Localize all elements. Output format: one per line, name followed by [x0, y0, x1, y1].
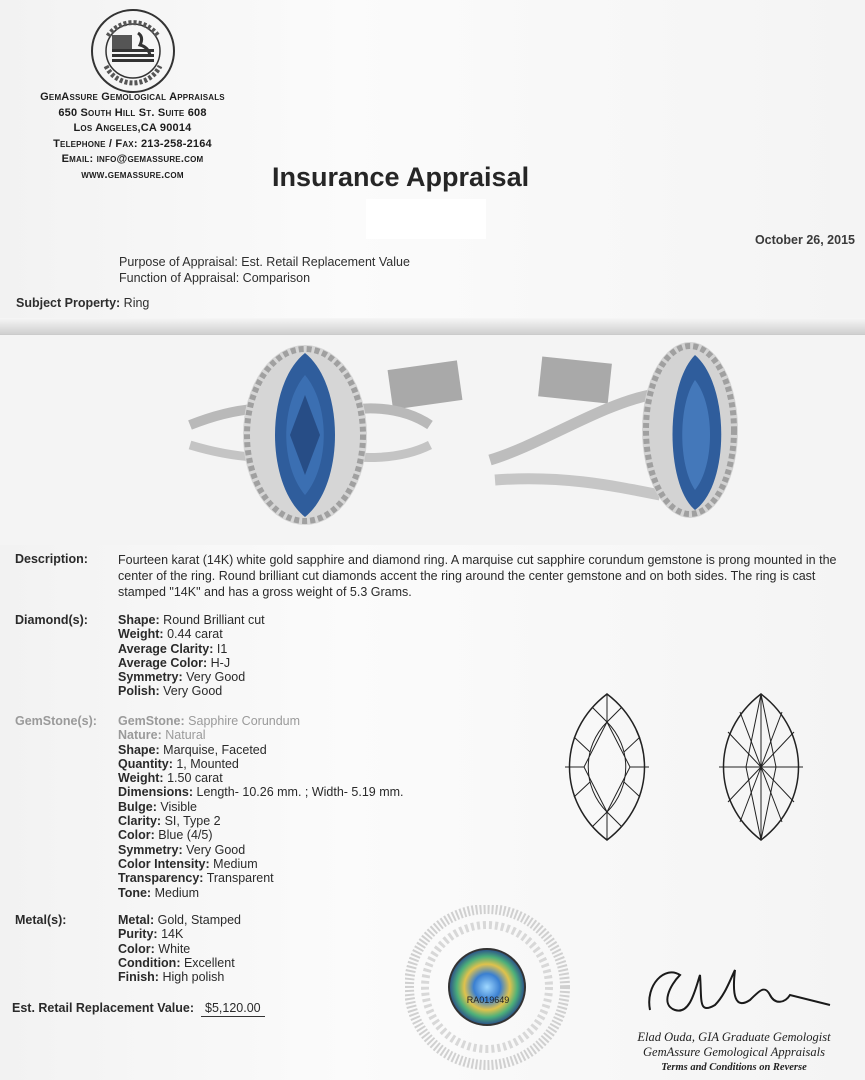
property-row: Dimensions: Length- 10.26 mm. ; Width- 5.19 mm. [118, 785, 404, 800]
property-row: Clarity: SI, Type 2 [118, 814, 221, 829]
estimate-label: Est. Retail Replacement Value: [12, 1001, 195, 1015]
company-name: GemAssure Gemological Appraisals [40, 91, 225, 103]
metals-label: Metal(s): [15, 913, 67, 927]
ring-photo [0, 335, 865, 545]
appraisal-date: October 26, 2015 [754, 233, 855, 247]
property-row: Nature: Natural [118, 728, 206, 743]
gemassure-seal-logo [90, 8, 176, 94]
company-email: Email: info@gemassure.com [61, 153, 204, 165]
company-address-block [0, 90, 265, 183]
diamonds-label: Diamond(s): [15, 613, 88, 627]
company-city: Los Angeles,CA 90014 [73, 122, 192, 134]
subject-value: Ring [123, 296, 150, 310]
redaction-box [366, 199, 486, 239]
property-row: Average Color: H-J [118, 655, 231, 670]
signer-block [619, 1030, 849, 1075]
function-line: Function of Appraisal: Comparison [119, 271, 311, 285]
document-title: Insurance Appraisal [272, 162, 530, 192]
terms-note: Terms and Conditions on Reverse [661, 1062, 807, 1073]
property-row: GemStone: Sapphire Corundum [118, 714, 301, 728]
property-row: Symmetry: Very Good [118, 842, 246, 857]
marquise-pavilion-diagram [716, 692, 806, 842]
hologram-seal [405, 905, 570, 1070]
gemstones-label: GemStone(s): [15, 714, 97, 728]
signer-company: GemAssure Gemological Appraisals [643, 1045, 825, 1059]
property-row: Color Intensity: Medium [118, 856, 258, 871]
purpose-block [119, 254, 410, 286]
property-row: Metal: Gold, Stamped [118, 913, 241, 927]
company-website: www.gemassure.com [81, 168, 184, 181]
hologram-code: RA019649 [466, 995, 510, 1005]
property-row: Bulge: Visible [118, 799, 197, 814]
estimate-value: $5,120.00 [201, 1001, 265, 1017]
purpose-line: Purpose of Appraisal: Est. Retail Replacement Value [119, 255, 410, 269]
property-row: Weight: 1.50 carat [118, 771, 223, 786]
diamonds-properties [118, 613, 265, 699]
property-row: Transparency: Transparent [118, 871, 274, 886]
property-row: Shape: Marquise, Faceted [118, 742, 267, 757]
metals-properties [118, 913, 241, 984]
marquise-crown-diagram [562, 692, 652, 842]
property-row: Quantity: 1, Mounted [118, 756, 239, 771]
property-row: Polish: Very Good [118, 684, 223, 699]
company-phone: Telephone / Fax: 213-258-2164 [53, 137, 212, 150]
property-row: Shape: Round Brilliant cut [118, 613, 265, 627]
property-row: Finish: High polish [118, 970, 225, 985]
signer-name: Elad Ouda, GIA Graduate Gemologist [637, 1030, 831, 1044]
company-street: 650 South Hill St. Suite 608 [58, 106, 207, 119]
property-row: Tone: Medium [118, 885, 200, 900]
subject-property [16, 296, 149, 310]
gemstones-properties [118, 714, 404, 900]
property-row: Weight: 0.44 carat [118, 627, 223, 642]
description-label: Description: [15, 552, 88, 566]
property-row: Symmetry: Very Good [118, 670, 246, 685]
property-row: Color: Blue (4/5) [118, 828, 213, 843]
signature [640, 955, 840, 1025]
property-row: Color: White [118, 941, 191, 956]
subject-label: Subject Property: [16, 296, 121, 310]
property-row: Condition: Excellent [118, 955, 235, 970]
description-text: Fourteen karat (14K) white gold sapphire and diamond ring. A marquise cut sapphire corundum gemstone is prong mounted in the center of the ring. Round brilliant cut diamonds accent the ring around the center gemstone and on both sides. The ring is cast stamped "14K" and has a gross weight of 5.3 Grams. [118, 553, 837, 599]
property-row: Average Clarity: I1 [118, 641, 228, 656]
property-row: Purity: 14K [118, 927, 184, 942]
